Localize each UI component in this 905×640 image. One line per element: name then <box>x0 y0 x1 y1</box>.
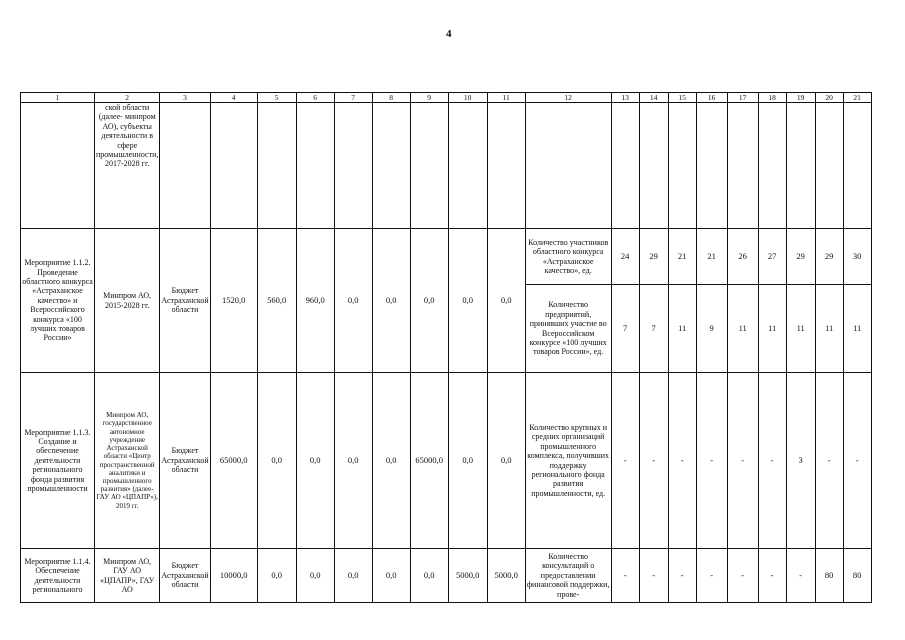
measure-name-cell: Мероприятие 1.1.4. Обеспечение деятельности регионального <box>21 549 95 603</box>
indicator-value-cell: - <box>727 373 758 549</box>
column-header: 8 <box>372 93 410 103</box>
table-row-1-1-2-a <box>21 229 872 285</box>
amount-cell: 0,0 <box>410 549 448 603</box>
amount-cell: 0,0 <box>257 549 296 603</box>
empty-cell <box>210 103 257 229</box>
column-header: 16 <box>696 93 727 103</box>
indicator-value-cell: 24 <box>611 229 639 285</box>
indicator-value-cell: - <box>611 373 639 549</box>
amount-cell: 5000,0 <box>448 549 487 603</box>
funding-source-cell: Бюджет Астраханской области <box>160 549 210 603</box>
executor-cell: Минпром АО, государственное автономное учреждение Астраханской области «Центр пространственной аналитики и промышленного развития» (далее- ГАУ АО «ЦПАПР»), 2019 гг. <box>95 373 160 549</box>
amount-cell: 0,0 <box>410 229 448 373</box>
empty-cell <box>639 103 668 229</box>
empty-cell <box>257 103 296 229</box>
empty-cell <box>611 103 639 229</box>
page-number: 4 <box>446 28 452 40</box>
indicator-value-cell: 26 <box>727 229 758 285</box>
indicator-cell: Количество крупных и средних организаций промышленного комплекса, получивших поддержку регионального фонда развития промышленности, ед. <box>525 373 611 549</box>
column-header: 15 <box>668 93 696 103</box>
indicator-value-cell: - <box>639 549 668 603</box>
indicator-value-cell: - <box>786 549 815 603</box>
indicator-value-cell: 80 <box>843 549 871 603</box>
funding-source-cell: Бюджет Астраханской области <box>160 373 210 549</box>
indicator-value-cell: 11 <box>786 285 815 373</box>
empty-cell <box>334 103 372 229</box>
indicator-value-cell: - <box>668 373 696 549</box>
indicator-value-cell: 11 <box>727 285 758 373</box>
column-number-row <box>21 93 872 103</box>
executor-cell: ской области (далее- минпром АО), субъекты деятельности в сфере промышленности, 2017-2028 гг. <box>95 103 160 229</box>
table-row-1-1-4 <box>21 549 872 603</box>
column-header: 1 <box>21 93 95 103</box>
indicator-value-cell: 11 <box>815 285 843 373</box>
column-header: 18 <box>758 93 786 103</box>
column-header: 7 <box>334 93 372 103</box>
indicator-value-cell: - <box>639 373 668 549</box>
empty-cell <box>696 103 727 229</box>
indicator-value-cell: 11 <box>668 285 696 373</box>
column-header: 5 <box>257 93 296 103</box>
empty-cell <box>448 103 487 229</box>
empty-cell <box>410 103 448 229</box>
amount-cell: 560,0 <box>257 229 296 373</box>
amount-cell: 0,0 <box>487 229 525 373</box>
measure-name-cell: Мероприятие 1.1.2. Проведение областного конкурса «Астраханское качество» и Всероссийского конкурса «100 лучших товаров России» <box>21 229 95 373</box>
indicator-cell: Количество участников областного конкурса «Астраханское качество», ед. <box>525 229 611 285</box>
column-header: 9 <box>410 93 448 103</box>
indicator-cell: Количество предприятий, принявших участие во Всероссийском конкурсе «100 лучших товаров России», ед. <box>525 285 611 373</box>
indicator-value-cell: - <box>758 373 786 549</box>
column-header: 19 <box>786 93 815 103</box>
indicator-value-cell: 3 <box>786 373 815 549</box>
indicator-value-cell: - <box>815 373 843 549</box>
measure-name-cell: Мероприятие 1.1.3. Создание и обеспечение деятельности регионального фонда развития промышленности <box>21 373 95 549</box>
column-header: 6 <box>296 93 334 103</box>
amount-cell: 0,0 <box>372 373 410 549</box>
amount-cell: 0,0 <box>448 229 487 373</box>
empty-cell <box>843 103 871 229</box>
column-header: 2 <box>95 93 160 103</box>
table-row-continuation <box>21 103 872 229</box>
amount-cell: 0,0 <box>334 549 372 603</box>
amount-cell: 0,0 <box>296 373 334 549</box>
table-row-1-1-3 <box>21 373 872 549</box>
indicator-value-cell: 7 <box>611 285 639 373</box>
indicator-value-cell: 27 <box>758 229 786 285</box>
column-header: 20 <box>815 93 843 103</box>
empty-cell <box>487 103 525 229</box>
indicator-value-cell: - <box>843 373 871 549</box>
amount-cell: 0,0 <box>448 373 487 549</box>
indicator-value-cell: - <box>696 549 727 603</box>
empty-cell <box>815 103 843 229</box>
column-header: 10 <box>448 93 487 103</box>
empty-cell <box>296 103 334 229</box>
amount-cell: 0,0 <box>487 373 525 549</box>
empty-cell <box>758 103 786 229</box>
indicator-cell: Количество консультаций о предоставлении финансовой поддержки, прове- <box>525 549 611 603</box>
indicator-value-cell: 9 <box>696 285 727 373</box>
amount-cell: 960,0 <box>296 229 334 373</box>
funding-source-cell: Бюджет Астраханской области <box>160 229 210 373</box>
indicator-value-cell: - <box>611 549 639 603</box>
indicator-value-cell: 29 <box>639 229 668 285</box>
indicator-value-cell: 29 <box>815 229 843 285</box>
executor-cell: Минпром АО, 2015-2028 гг. <box>95 229 160 373</box>
indicator-value-cell: - <box>668 549 696 603</box>
indicator-value-cell: 29 <box>786 229 815 285</box>
amount-cell: 0,0 <box>334 373 372 549</box>
empty-cell <box>786 103 815 229</box>
column-header: 14 <box>639 93 668 103</box>
indicator-value-cell: 21 <box>696 229 727 285</box>
executor-cell: Минпром АО, ГАУ АО «ЦПАПР», ГАУ АО <box>95 549 160 603</box>
amount-cell: 0,0 <box>372 229 410 373</box>
amount-cell: 0,0 <box>372 549 410 603</box>
amount-cell: 0,0 <box>334 229 372 373</box>
indicator-value-cell: 21 <box>668 229 696 285</box>
empty-cell <box>668 103 696 229</box>
column-header: 17 <box>727 93 758 103</box>
empty-cell <box>727 103 758 229</box>
amount-cell: 0,0 <box>296 549 334 603</box>
indicator-value-cell: 30 <box>843 229 871 285</box>
column-header: 4 <box>210 93 257 103</box>
empty-cell <box>160 103 210 229</box>
amount-cell: 65000,0 <box>210 373 257 549</box>
empty-cell <box>372 103 410 229</box>
indicator-value-cell: 11 <box>758 285 786 373</box>
program-table <box>20 92 872 603</box>
indicator-value-cell: - <box>727 549 758 603</box>
column-header: 13 <box>611 93 639 103</box>
indicator-value-cell: 11 <box>843 285 871 373</box>
amount-cell: 0,0 <box>257 373 296 549</box>
column-header: 11 <box>487 93 525 103</box>
empty-cell <box>21 103 95 229</box>
column-header: 3 <box>160 93 210 103</box>
amount-cell: 10000,0 <box>210 549 257 603</box>
amount-cell: 5000,0 <box>487 549 525 603</box>
column-header: 21 <box>843 93 871 103</box>
amount-cell: 65000,0 <box>410 373 448 549</box>
amount-cell: 1520,0 <box>210 229 257 373</box>
empty-cell <box>525 103 611 229</box>
indicator-value-cell: - <box>696 373 727 549</box>
indicator-value-cell: 80 <box>815 549 843 603</box>
column-header: 12 <box>525 93 611 103</box>
indicator-value-cell: - <box>758 549 786 603</box>
indicator-value-cell: 7 <box>639 285 668 373</box>
